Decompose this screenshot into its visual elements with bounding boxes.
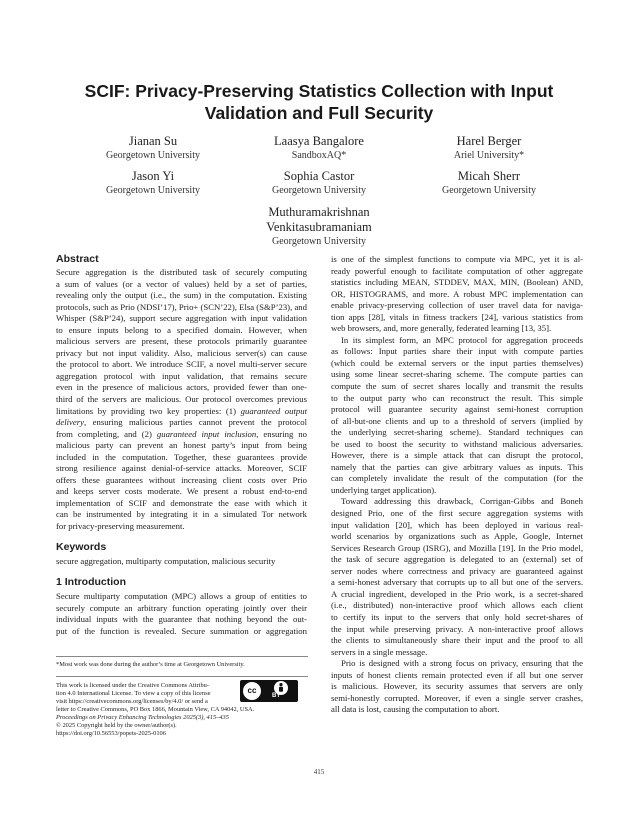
footnote: *Most work was done during the author’s time at Georgetown University. [56,661,245,668]
abstract-line: third of the servers are malicious. Our protocol overcomes previous [56,394,307,405]
abstract-line: revealing only the output (i.e., the sum) in the computation. Existing [56,290,307,301]
abstract-heading: Abstract [56,253,99,265]
body-line: However, there is a simple attack that can disrupt the protocol, [331,450,583,461]
body-line: ready powerful enough to facilitate computation of other aggregate [331,265,583,276]
body-line: the underlying secret-sharing scheme). Standard techniques can [331,427,583,438]
copyright-line: © 2025 Copyright held by the owner/author(s). [56,722,177,729]
abstract-line: a sum of values (or a vector of values) held by a set of parties, [56,278,307,289]
abstract-line: Whisper (S&P’24), support secure aggregation with input validation [56,313,307,324]
abstract-line: included in the computation. Together, these guarantees provide [56,451,307,462]
title-line-1: SCIF: Privacy-Preserving Statistics Collection with Input [84,81,554,101]
author-block [58,134,248,162]
author-block [224,205,414,248]
footnote-rule [56,656,308,657]
intro-line: individual inputs with the guarantee that nothing beyond the out- [56,614,307,625]
body-line: Prio is designed with a strong focus on privacy, ensuring that the [341,658,583,669]
title-line-2: Validation and Full Security [204,103,434,123]
abstract-line: privacy but not input validity. Also, malicious server(s) can cause [56,347,307,358]
author-name: Jianan Su [128,134,178,148]
body-line: Toward addressing this drawback, Corrigan-Gibbs and Boneh [341,496,583,507]
author-name: Jason Yi [131,169,175,183]
author-block [224,134,414,162]
abstract-body [56,267,307,533]
body-line: underlying target application). [331,484,437,495]
body-line: web browsers, and, more generally, federated learning [13, 35]. [331,323,552,334]
body-line: world scenarios by organizations such as Apple, Google, Internet [331,531,583,542]
paper-title [40,80,598,124]
abstract-line: implementation of SCIF and demonstrate the ease with which it [56,497,307,508]
author-block [224,169,414,197]
author-name-line-2: Venkitasubramaniam [266,220,372,234]
author-block [394,134,584,162]
abstract-line: from completing, and (2) guaranteed input inclusion, ensuring no [56,428,307,439]
left-column [56,254,307,637]
body-line: OR, HISTOGRAMS, and more. A robust MPC implementation can [331,288,583,299]
author-block [58,169,248,197]
doi-link[interactable]: https://doi.org/10.56553/popets-2025-0106 [56,730,166,737]
author-affiliation: Georgetown University [442,185,536,196]
body-line: is malicious. However, its security assumes that servers are only [331,681,583,692]
body-line: all data is lost, causing the computation to abort. [331,704,500,715]
license-line: This work is licensed under the Creative Commons Attribu- [56,682,209,689]
body-line: statistics including MEAN, STDDEV, MAX, MIN, (Boolean) AND, [331,277,583,288]
body-line: as follows: Input parties share their input with compute parties [331,346,583,357]
license-line: letter to Creative Commons, PO Box 1866, Mountain View, CA 94042, USA. [56,706,255,713]
page-number: 415 [313,768,325,776]
body-line: inputs of honest clients remain protected even if all but one server [331,669,583,680]
abstract-line: malicious servers are present, these protocols primarily guarantee [56,336,307,347]
license-rule [56,676,308,677]
author-affiliation: Georgetown University [106,150,200,161]
body-line: of all-but-one clients and up to a threshold of servers (implied by [331,415,583,426]
right-column-body [331,254,583,716]
body-line: using some linear secret-sharing scheme. The compute parties can [331,369,583,380]
body-line: server nodes where correctness and privacy are guaranteed against [331,565,583,576]
proceedings-line: Proceedings on Privacy Enhancing Technologies 2025(3), 415–435 [56,714,229,721]
body-line: input validation [20], which has been deployed in various real- [331,519,583,530]
right-column [331,254,583,716]
abstract-line: Secure aggregation is the distributed task of securely computing [56,267,307,277]
intro-heading: 1 Introduction [56,576,126,589]
by-label: BY [272,693,281,699]
abstract-line: can be instrumented by integrating it in a simulated Tor network [56,509,307,520]
author-affiliation: Ariel University* [453,150,525,161]
abstract-line: protocols, such as Prio (NDSI’17), Prio+ (SCN’22), Elsa (S&P’23), and [56,301,307,312]
author-affiliation: SandboxAQ* [291,150,347,161]
body-line: tion apps [28], vitals in fitness trackers [24], various statistics from [331,311,583,322]
abstract-line: and keeps server costs moderate. We present a robust end-to-end [56,486,307,497]
body-line: In its simplest form, an MPC protocol for aggregation proceeds [341,334,583,345]
cc-by-license-badge[interactable] [240,680,298,702]
abstract-line: aggregation protocol with input validation, that remains secure [56,370,307,381]
body-line: A crucial ingredient, developed in the Prio work, is a secret-shared [331,588,583,599]
abstract-line: for privacy-preserving measurement. [56,521,185,532]
body-line: (which could be external servers or the input parties themselves) [331,357,583,368]
body-line: the task of secure aggregation is delegated to an (external) set of [331,554,583,565]
intro-line: securely compute an arbitrary function operating jointly over their [56,602,307,613]
author-name: Harel Berger [456,134,522,148]
intro-line: put of the function is revealed. Secure summation or aggregation [56,625,307,636]
author-name: Sophia Castor [283,169,355,183]
body-line: to certify its input to the servers that only hold secret-shares of [331,611,583,622]
body-line: the input while preserving privacy. A non-interactive proof allows [331,623,583,634]
cc-icon: cc [243,682,261,700]
abstract-line: offers these guarantees without increasing client costs over Prio [56,474,307,485]
author-affiliation: Georgetown University [272,236,366,247]
body-line: is one of the simplest functions to compute via MPC, yet it is al- [331,254,583,264]
abstract-line: delivery, ensuring malicious parties cannot prevent the protocol [56,417,307,428]
license-line: tion 4.0 International License. To view a copy of this license [56,690,211,697]
body-line: (i.e., distributed) non-interactive proof which allows each client [331,600,583,611]
author-affiliation: Georgetown University [106,185,200,196]
body-line: semi-honestly corrupted. Moreover, if even a single server crashes, [331,692,583,703]
abstract-line: limitations by providing two key properties: (1) guaranteed output [56,405,307,416]
body-line: to the output party who can reconstruct the result. This simple [331,392,583,403]
abstract-line: malicious party can prevent an honest party’s input from being [56,440,307,451]
body-line: designed Prio, one of the first secure aggregation systems with [331,508,583,519]
license-text [56,682,254,738]
body-line: compute the sum of secret shares locally and transmit the results [331,381,583,392]
body-line: servers in a single message. [331,646,428,657]
abstract-line: strong resilience against denial-of-service attacks. Moreover, SCIF [56,463,307,474]
body-line: enable privacy-preserving collection of user travel data for naviga- [331,300,583,311]
body-line: a semi-honest adversary that corrupts up to all but one of the servers. [331,577,583,588]
author-name: Micah Sherr [457,169,521,183]
abstract-line: the protocol to abort. We introduce SCIF, a novel multi-server secure [56,359,307,370]
body-line: be used to boost the security to withstand malicious adversaries. [331,438,583,449]
keywords-heading: Keywords [56,540,107,553]
author-block [394,169,584,197]
body-line: namely that the parties can give arbitrary values as inputs. This [331,461,583,472]
intro-line: Secure multiparty computation (MPC) allows a group of entities to [56,591,307,602]
body-line: Services Research Group (ISRG), and Mozilla [19]. In the Prio model, [331,542,583,553]
body-line: can completely invalidate the result of the computation (for the [331,473,583,484]
intro-body [56,591,307,637]
author-name: Laasya Bangalore [274,134,364,148]
author-name-line-1: Muthuramakrishnan [268,205,370,219]
author-affiliation: Georgetown University [272,185,366,196]
abstract-line: even in the presence of malicious actors, provided fewer than one- [56,382,307,393]
license-line: visit https://creativecommons.org/licenses/by/4.0/ or send a [56,698,208,705]
body-line: protocol will guarantee security against semi-honest corruption [331,404,583,415]
keywords-text: secure aggregation, multiparty computation, malicious security [56,555,276,566]
body-line: the clients to simultaneously share their input and the proof to all [331,635,583,646]
abstract-line: to ensure inputs belong to a specified domain. However, when [56,324,307,335]
